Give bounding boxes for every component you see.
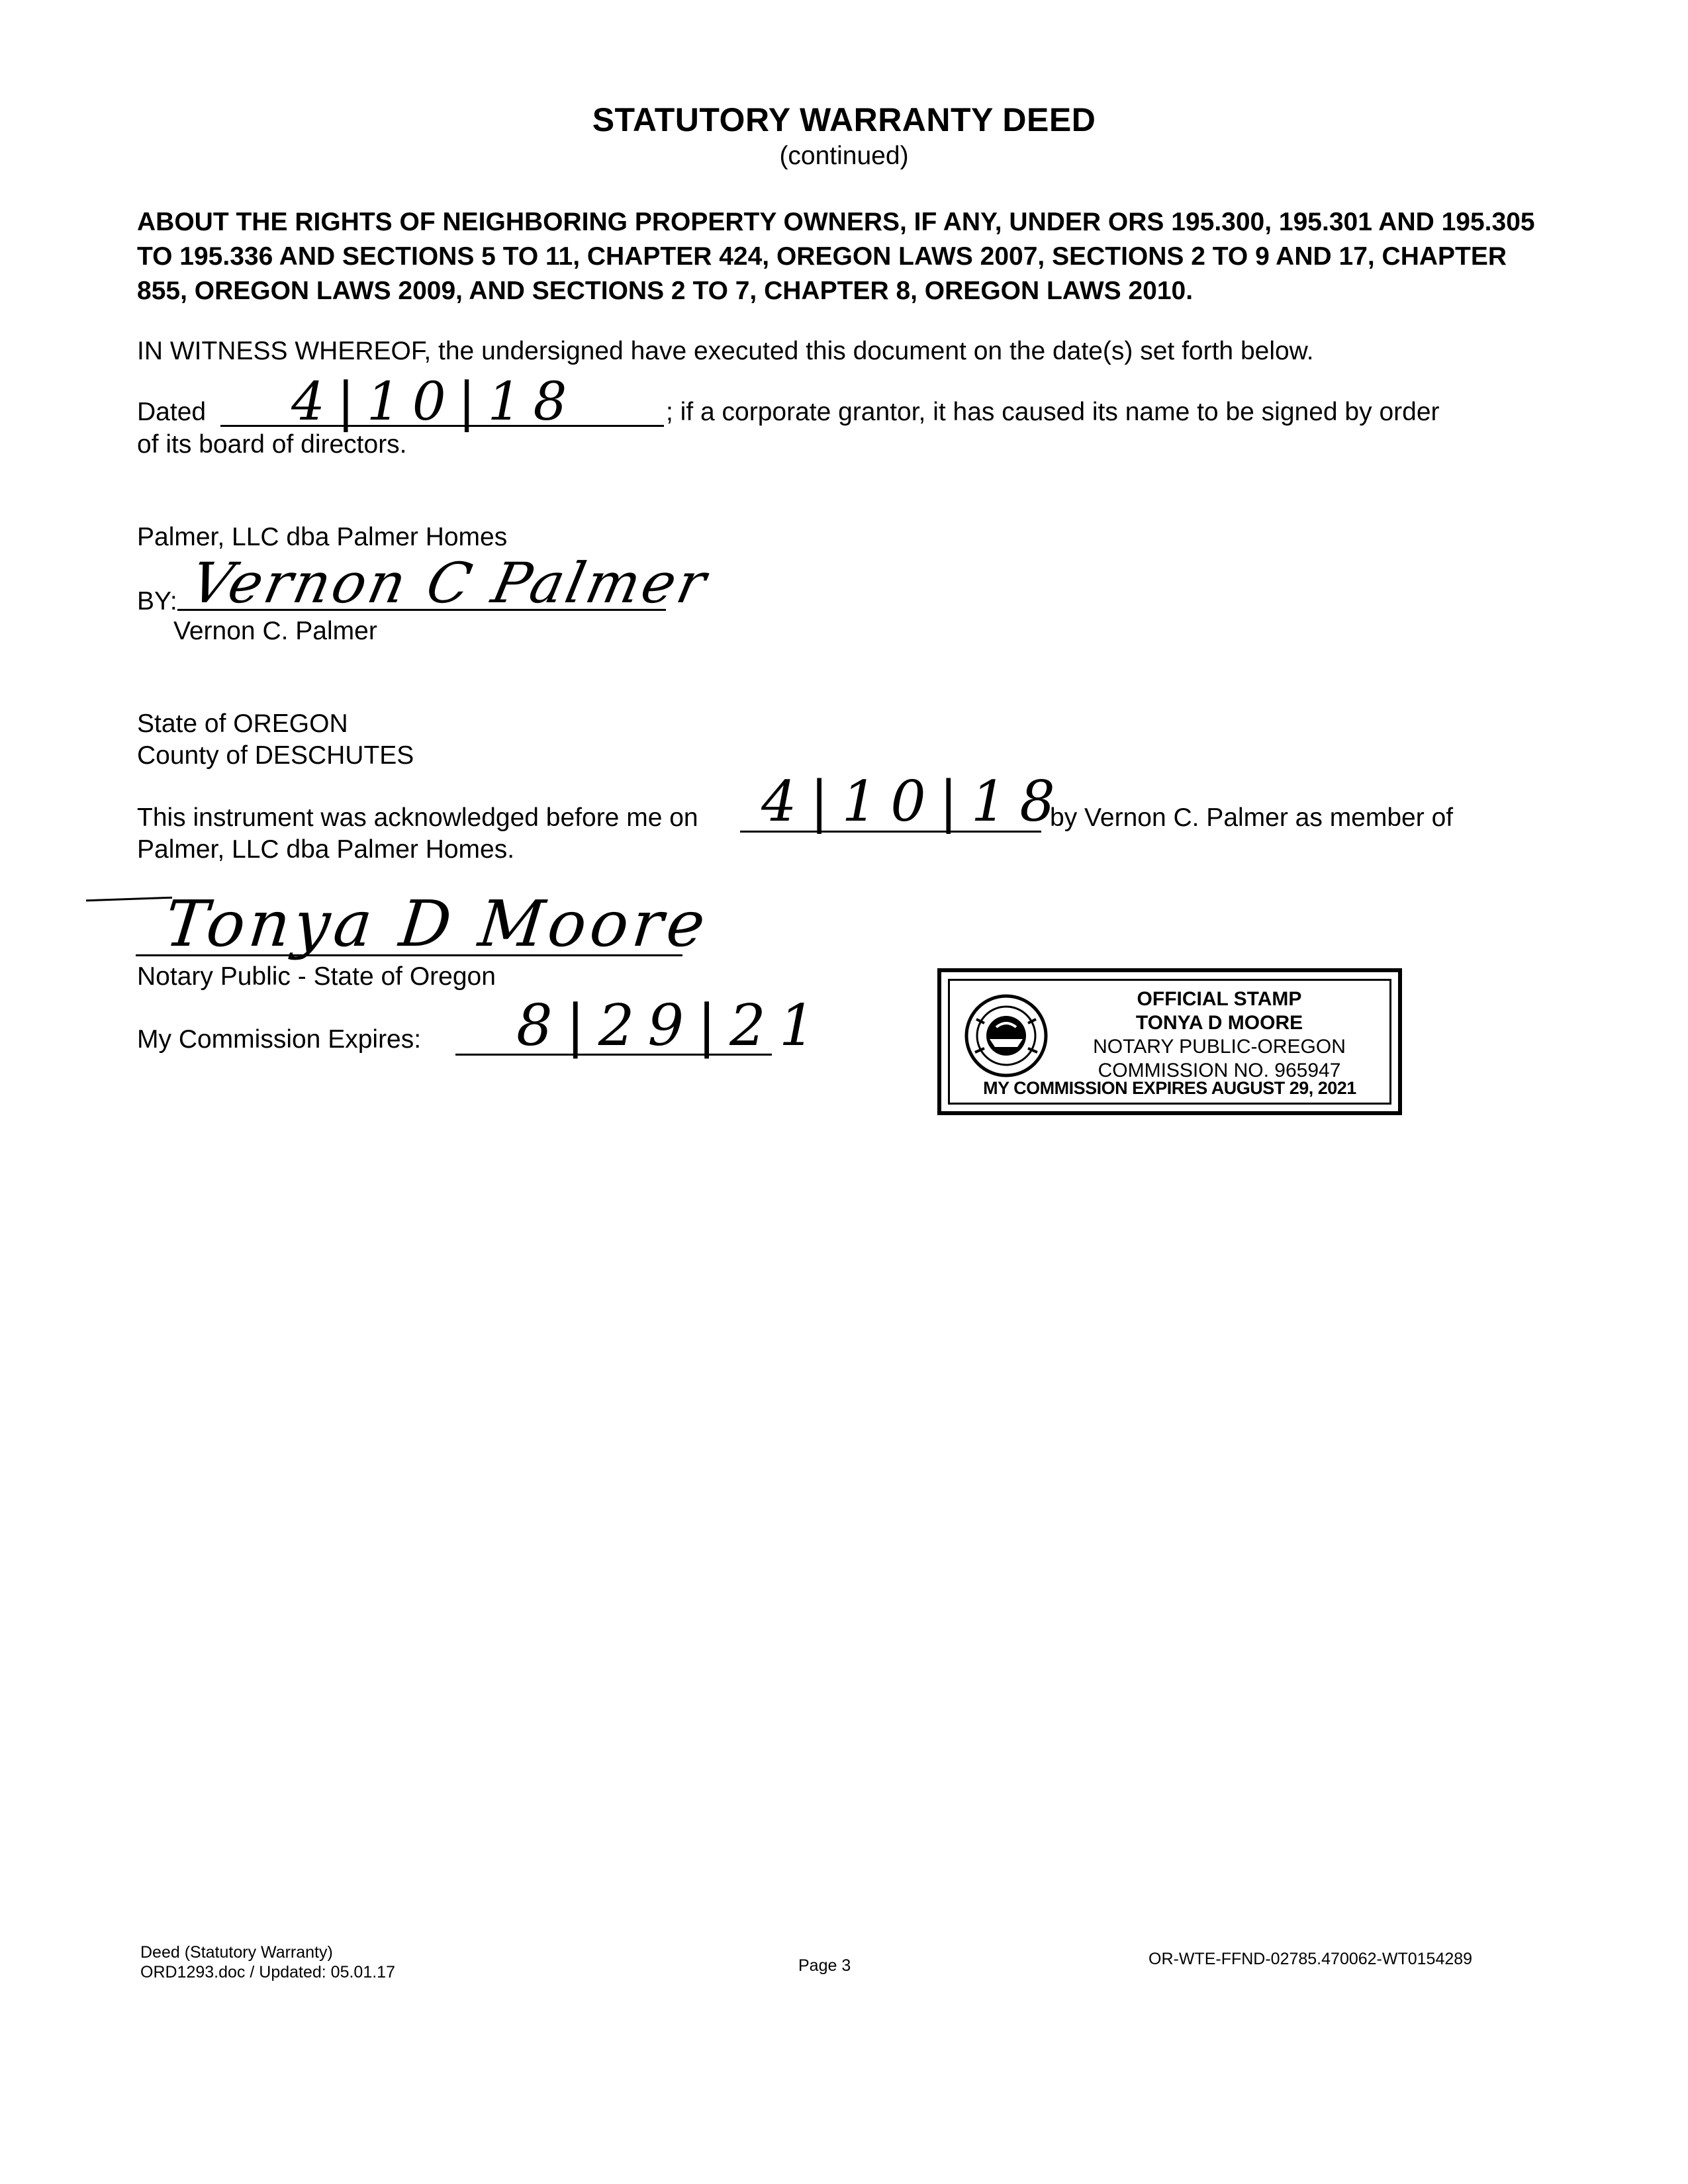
stamp-inner-border: [948, 979, 1391, 1105]
handwritten-dated-date: 4|10|18: [291, 371, 579, 432]
dated-label: Dated: [137, 398, 207, 426]
footer-page-number: Page 3: [798, 1956, 851, 1975]
state-line: State of OREGON: [137, 709, 348, 738]
witness-statement: IN WITNESS WHEREOF, the undersigned have executed this document on the date(s) set forth below.: [137, 337, 1314, 365]
grantor-company: Palmer, LLC dba Palmer Homes: [137, 523, 508, 551]
commission-expires-label: My Commission Expires:: [137, 1025, 422, 1054]
by-label: BY:: [137, 587, 177, 615]
oregon-seal-icon: [963, 993, 1049, 1079]
rights-paragraph: ABOUT THE RIGHTS OF NEIGHBORING PROPERTY OWNERS, IF ANY, UNDER ORS 195.300, 195.301 AND 195.305 TO 195.336 AND SECTIONS 5 TO 11, CHAPTER 424, OREGON LAWS 2007, SECTIONS 2 TO 9 AND 17, CHAPTER 855, OREGON LAWS 2009, AND SECTIONS 2 TO 7, CHAPTER 8, OREGON LAWS 2010.: [137, 208, 1535, 305]
acknowledgment-continuation: Palmer, LLC dba Palmer Homes.: [137, 835, 515, 864]
stamp-expiration: MY COMMISSION EXPIRES AUGUST 29, 2021: [983, 1078, 1356, 1098]
corporate-grantor-text: ; if a corporate grantor, it has caused its name to be signed by order: [666, 398, 1440, 426]
handwritten-ack-date: 4|10|18: [761, 769, 1068, 834]
official-notary-stamp: [937, 968, 1402, 1115]
acknowledgment-suffix: by Vernon C. Palmer as member of: [1050, 803, 1454, 832]
footer-doc-version: ORD1293.doc / Updated: 05.01.17: [140, 1963, 395, 1981]
grantor-printed-name: Vernon C. Palmer: [173, 617, 377, 645]
notary-signature: Tonya D Moore: [162, 887, 713, 961]
stamp-commission-text: COMMISSION NO. 965947: [1098, 1060, 1341, 1081]
county-line: County of DESCHUTES: [137, 741, 414, 770]
board-of-directors-text: of its board of directors.: [137, 430, 407, 459]
handwritten-expires-date: 8|29|21: [516, 993, 829, 1059]
acknowledgment-prefix: This instrument was acknowledged before me on: [137, 803, 698, 832]
signature-stroke: [86, 897, 172, 902]
notary-public-label: Notary Public - State of Oregon: [137, 962, 496, 991]
stamp-notary-text: NOTARY PUBLIC-OREGON: [1093, 1036, 1346, 1058]
document-subtitle: (continued): [779, 142, 909, 170]
stamp-line-official: OFFICIAL STAMP: [1137, 988, 1302, 1010]
footer-order-number: OR-WTE-FFND-02785.470062-WT0154289: [1149, 1950, 1473, 1968]
document-title: STATUTORY WARRANTY DEED: [592, 101, 1096, 138]
grantor-signature: Vernon C Palmer: [185, 551, 714, 615]
footer-doc-type: Deed (Statutory Warranty): [140, 1943, 333, 1962]
stamp-line-name: TONYA D MOORE: [1135, 1012, 1303, 1034]
stamp-line-notary: [1062, 1035, 1376, 1059]
